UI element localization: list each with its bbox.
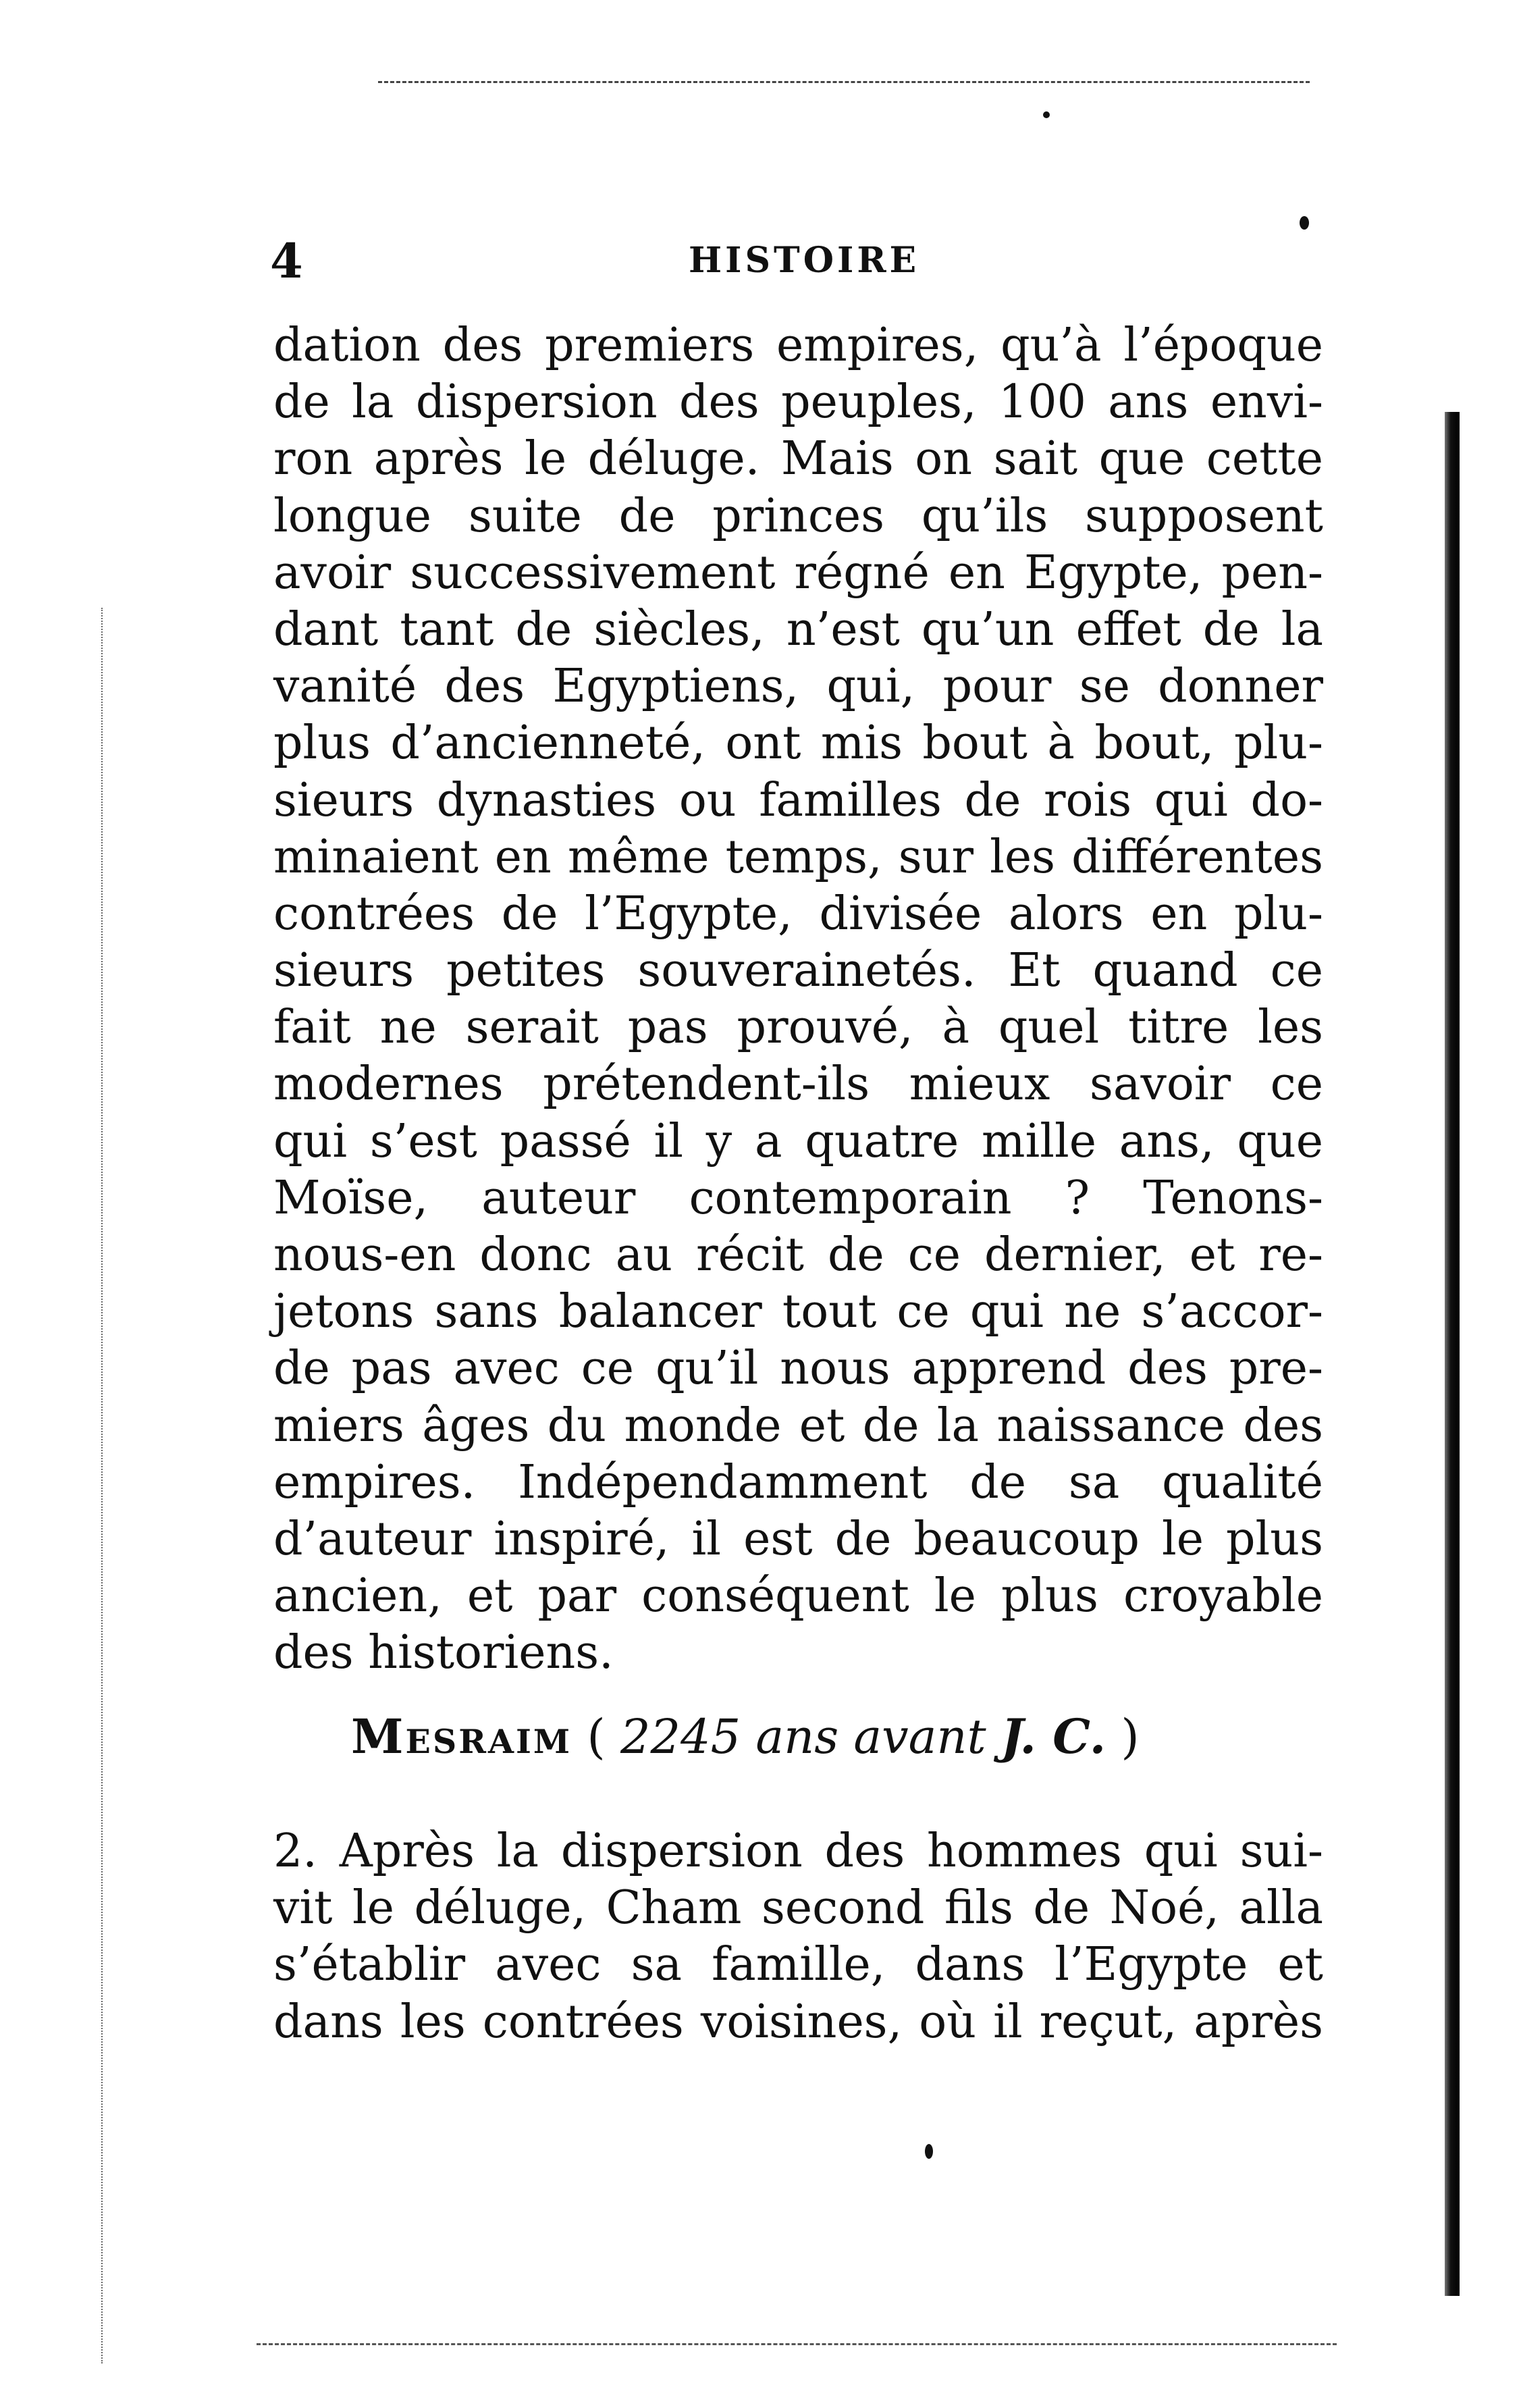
open-paren: (: [587, 1709, 606, 1764]
text-line: sieurs dynasties ou familles de rois qui do-: [273, 773, 1323, 827]
scan-left-margin-marks: [101, 608, 130, 2363]
text-line: vit le déluge, Cham second fils de Noé, alla: [273, 1881, 1323, 1935]
ink-speck: [1043, 111, 1050, 118]
text-line: ron après le déluge. Mais on sait que cette: [273, 432, 1323, 486]
text-line: contrées de l’Egypte, divisée alors en plu-: [273, 887, 1323, 941]
scan-top-border: [378, 81, 1310, 83]
text-line: ancien, et par conséquent le plus croyable: [273, 1569, 1323, 1623]
text-line: miers âges du monde et de la naissance des: [273, 1398, 1323, 1452]
section-era: J. C.: [1000, 1708, 1106, 1764]
text-line: modernes prétendent-ils mieux savoir ce: [273, 1057, 1323, 1111]
text-line: qui s’est passé il y a quatre mille ans, que: [273, 1114, 1323, 1168]
text-line: s’établir avec sa famille, dans l’Egypte et: [273, 1938, 1323, 1992]
ink-speck: [925, 2144, 933, 2159]
close-paren: ): [1121, 1709, 1140, 1764]
section-heading: [351, 1708, 1140, 1764]
page-number: 4: [270, 233, 303, 289]
text-line: 2. Après la dispersion des hommes qui sui-: [273, 1825, 1323, 1878]
text-line: sieurs petites souverainetés. Et quand ce: [273, 944, 1323, 998]
text-line: des historiens.: [273, 1626, 614, 1680]
section-years-text: ans avant: [755, 1709, 986, 1764]
text-line: fait ne serait pas prouvé, à quel titre les: [273, 1001, 1323, 1055]
text-line: plus d’ancienneté, ont mis bout à bout, plu-: [273, 716, 1323, 770]
text-line: dant tant de siècles, n’est qu’un effet de la: [273, 602, 1323, 656]
section-paragraph: [273, 1823, 1323, 2051]
text-line: Moïse, auteur contemporain ? Tenons-: [273, 1171, 1323, 1225]
running-head: HISTOIRE: [689, 240, 920, 281]
scan-binding-edge: [1445, 412, 1460, 2296]
text-line: d’auteur inspiré, il est de beaucoup le plus: [273, 1512, 1323, 1566]
text-line: de pas avec ce qu’il nous apprend des pre-: [273, 1342, 1323, 1396]
section-name: Mesraim: [351, 1708, 572, 1764]
scan-bottom-border: [257, 2343, 1337, 2345]
body-paragraph: [273, 317, 1323, 1682]
section-year: 2245: [620, 1709, 741, 1764]
ink-speck: [1300, 216, 1309, 230]
text-line: dans les contrées voisines, où il reçut, après: [273, 1995, 1323, 2049]
text-line: minaient en même temps, sur les différentes: [273, 830, 1323, 884]
text-line: avoir successivement régné en Egypte, pen-: [273, 546, 1323, 600]
text-line: vanité des Egyptiens, qui, pour se donner: [273, 660, 1323, 714]
text-line: longue suite de princes qu’ils supposent: [273, 489, 1323, 543]
text-line: empires. Indépendamment de sa qualité: [273, 1455, 1323, 1509]
text-line: de la dispersion des peuples, 100 ans envi-: [273, 375, 1323, 429]
page-header: [270, 233, 1323, 294]
text-line: nous-en donc au récit de ce dernier, et re-: [273, 1228, 1323, 1282]
text-line: dation des premiers empires, qu’à l’époque: [273, 319, 1323, 372]
text-line: jetons sans balancer tout ce qui ne s’accor-: [273, 1285, 1323, 1339]
